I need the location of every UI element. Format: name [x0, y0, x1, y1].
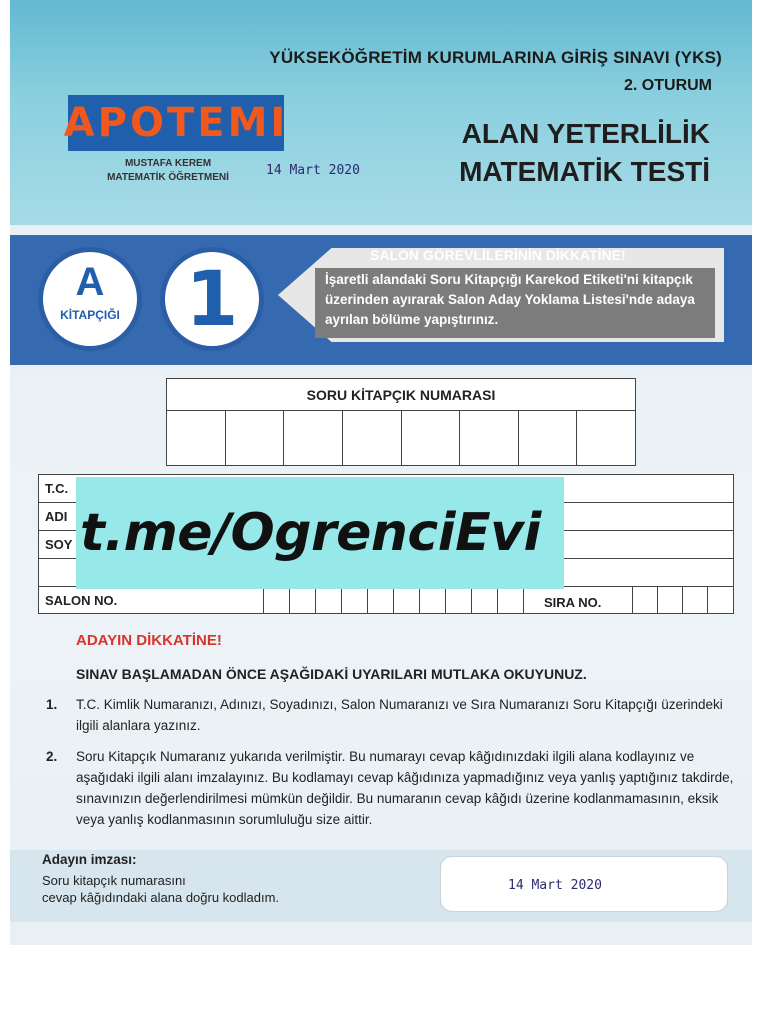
watermark-banner — [76, 477, 564, 589]
booklet-number-cell[interactable] — [284, 411, 343, 466]
test-title-line1: ALAN YETERLİLİK — [461, 118, 710, 149]
date-stamp-top: 14 Mart 2020 — [266, 163, 360, 178]
signature-line2: cevap kâğıdındaki alana doğru kodladım. — [42, 890, 280, 905]
tc-label: T.C. — [45, 481, 69, 496]
salon-number-cells[interactable] — [263, 587, 549, 614]
name-label: ADI — [45, 509, 68, 524]
instruction-text: T.C. Kimlik Numaranızı, Adınızı, Soyadınızı, Salon Numaranızı ve Sıra Numaranızı Soru Kitapçığı üzerindeki ilgili alanlara yazınız. — [76, 697, 723, 733]
booklet-number-cells — [167, 411, 635, 466]
booklet-letter: A — [75, 260, 105, 304]
teacher-title: MATEMATİK ÖĞRETMENİ — [107, 172, 229, 183]
signature-statement — [42, 872, 279, 906]
booklet-number-cell[interactable] — [402, 411, 461, 466]
booklet-label: KİTAPÇIĞI — [60, 308, 120, 322]
session-number-badge — [160, 247, 264, 351]
candidate-heading: ADAYIN DİKKATİNE! — [76, 632, 222, 649]
notice-title: SALON GÖREVLİLERİNİN DİKKATİNE! — [370, 247, 626, 263]
exam-cover-sheet — [10, 0, 752, 945]
signature-line1: Soru kitapçık numarasını — [42, 873, 186, 888]
booklet-number-cell[interactable] — [167, 411, 226, 466]
exam-name: YÜKSEKÖĞRETİM KURUMLARINA GİRİŞ SINAVI (YKS) — [269, 48, 722, 67]
signature-heading: Adayın imzası: — [42, 852, 137, 867]
session-number: 1 — [185, 254, 239, 343]
publisher-logo — [63, 95, 289, 151]
date-stamp-bottom: 14 Mart 2020 — [508, 878, 602, 893]
test-title — [459, 115, 710, 191]
sira-label: SIRA NO. — [544, 595, 602, 610]
teacher-name: MUSTAFA KEREM — [124, 158, 212, 169]
sira-number-cells[interactable] — [632, 587, 732, 614]
booklet-type-badge — [38, 247, 142, 351]
instruction-item — [46, 694, 736, 736]
salon-label: SALON NO. — [45, 593, 118, 608]
surname-label: SOY — [45, 537, 73, 552]
booklet-number-cell[interactable] — [460, 411, 519, 466]
instruction-number: 2. — [46, 749, 58, 764]
booklet-number-cell[interactable] — [226, 411, 285, 466]
watermark-text: t.me/OgrenciEvi — [80, 503, 541, 563]
booklet-number-cell[interactable] — [343, 411, 402, 466]
instruction-number: 1. — [46, 697, 58, 712]
logo-text: ΑΡΟΤΕΜΙ — [63, 100, 289, 146]
teacher-caption — [88, 157, 248, 185]
test-title-line2: MATEMATİK TESTİ — [459, 156, 710, 187]
session-label: 2. OTURUM — [624, 77, 712, 94]
notice-body: İşaretli alandaki Soru Kitapçığı Karekod Etiketi'ni kitapçık üzerinden ayırarak Salon Aday Yoklama Listesi'nde adaya ayrılan bölüme yapıştırınız. — [315, 268, 715, 338]
booklet-number-cell[interactable] — [519, 411, 578, 466]
booklet-number-cell[interactable] — [577, 411, 635, 466]
warning-heading: SINAV BAŞLAMADAN ÖNCE AŞAĞIDAKİ UYARILARI MUTLAKA OKUYUNUZ. — [76, 666, 587, 682]
booklet-number-title: SORU KİTAPÇIK NUMARASI — [167, 379, 635, 411]
booklet-number-box — [166, 378, 636, 466]
instruction-item — [46, 746, 736, 830]
instruction-text: Soru Kitapçık Numaranız yukarıda verilmiştir. Bu numarayı cevap kâğıdınızdaki ilgili alana kodlayınız ve aşağıdaki ilgili alanı imzalayınız. Bu kodlamayı cevap kâğıdınıza yapmadığınız veya yanlış yaptığınız takdirde, sınavınızın değerlendirilmesi mümkün değildir. Bu numaranın cevap kâğıdı üzerine kodlanmamasının, eksik veya yanlış kodlanmasının sorumluluğu size aittir. — [76, 749, 734, 827]
